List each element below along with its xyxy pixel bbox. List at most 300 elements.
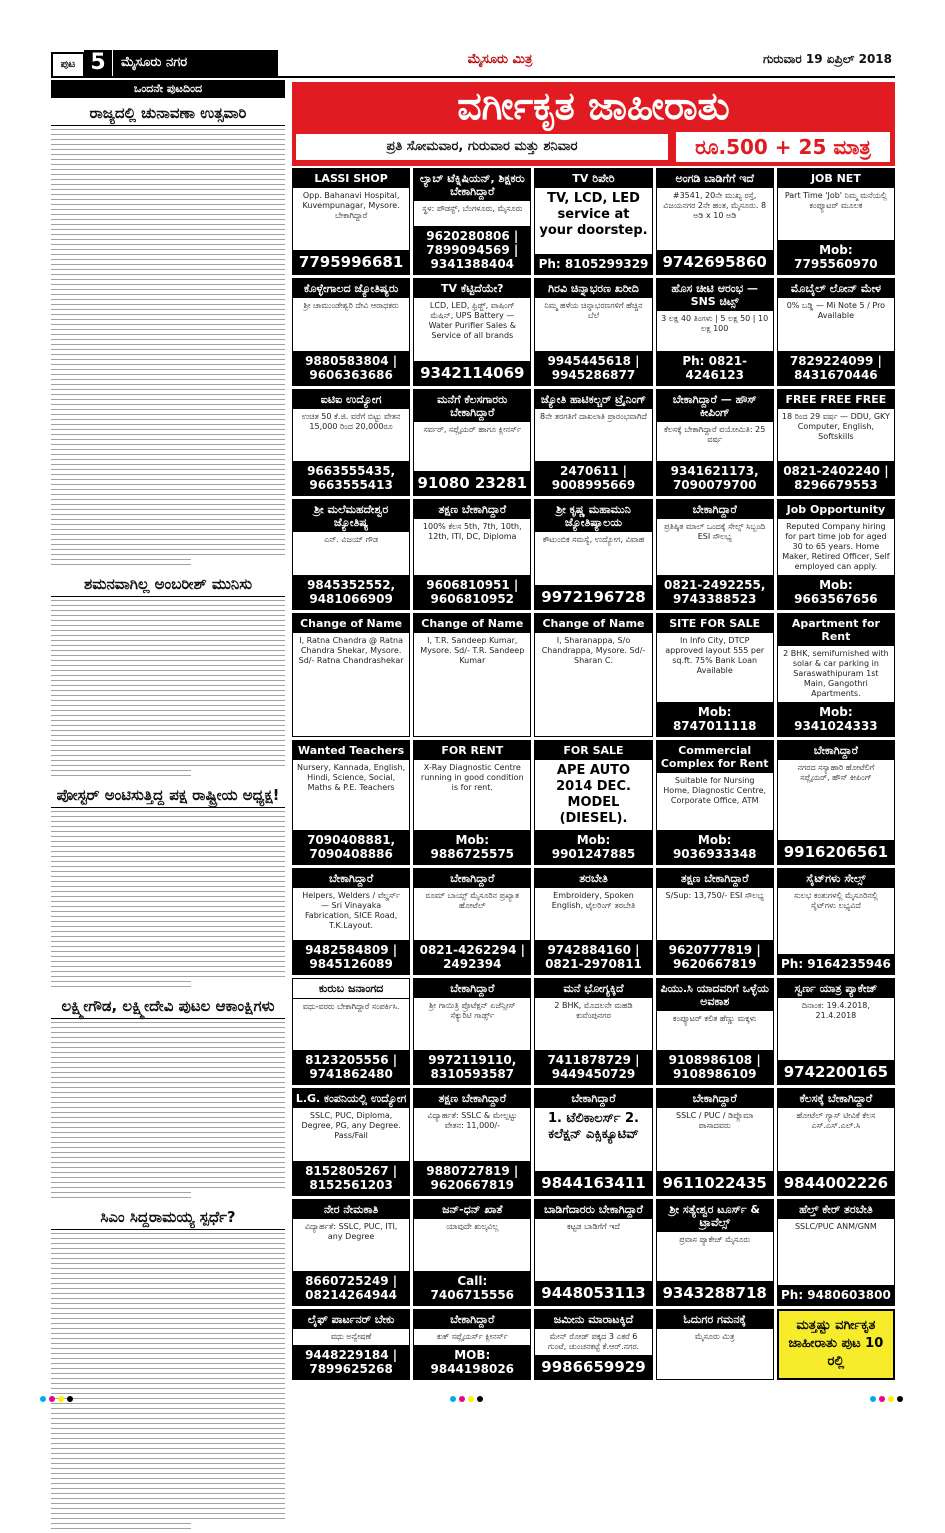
classified-ad <box>534 868 652 975</box>
article-headline: ಪೋಸ್ಟರ್ ಅಂಟಿಸುತ್ತಿದ್ದ ಪಕ್ಷ ರಾಷ್ಟ್ರೀಯ ಅಧ್ಯಕ್ಷ! <box>51 783 285 808</box>
text-line <box>51 429 285 439</box>
ad-phone-number: 0821-4262294 | 2492394 <box>414 940 530 974</box>
ad-phone-number: 9108986108 | 9108986109 <box>657 1050 773 1084</box>
classified-ad <box>656 1309 774 1380</box>
ad-heading: ಲ್ಯಾಬ್ ಟೆಕ್ನಿಷಿಯನ್, ಶಿಕ್ಷಕರು ಬೇಕಾಗಿದ್ದಾರೆ <box>414 169 530 201</box>
ad-heading: ತಕ್ಷಣ ಬೇಕಾಗಿದ್ದಾರೆ <box>414 1089 530 1108</box>
text-line <box>51 881 285 891</box>
cyan-dot <box>450 1396 456 1402</box>
ad-body: Nursery, Kannada, English, Hindi, Science, Social, Maths & P.E. Teachers <box>297 762 406 792</box>
ad-heading: ಸೈಟ್‌ಗಳು ಸೇಲ್ಸ್ <box>778 869 894 888</box>
text-line <box>51 600 285 610</box>
article-body-text <box>51 129 285 569</box>
ad-phone-number: 7411878729 | 9449450729 <box>535 1050 651 1084</box>
text-line <box>51 1283 285 1293</box>
classified-ad <box>534 1199 652 1306</box>
text-line <box>51 189 285 199</box>
classified-ad <box>534 499 652 610</box>
text-line <box>51 549 285 559</box>
classified-ad <box>413 389 531 496</box>
classified-ad <box>413 613 531 737</box>
text-line <box>51 1333 285 1343</box>
text-line <box>51 861 285 871</box>
ad-heading: ಪಿಯು.ಸಿ ಯಾದವರಿಗೆ ಒಳ್ಳೆಯ ಅವಕಾಶ <box>657 979 773 1011</box>
text-line <box>51 169 285 179</box>
ad-body: 18 ರಿಂದ 29 ವರ್ಷ — DDU, GKY Computer, English, Softskills <box>781 411 890 441</box>
ad-heading: ತಕ್ಷಣ ಬೇಕಾಗಿದ್ದಾರೆ <box>657 869 773 888</box>
classified-ad <box>413 1309 531 1380</box>
ad-phone-number: Mob: 9901247885 <box>535 830 651 864</box>
ad-phone-number: Mob: 7795560970 <box>778 240 894 274</box>
ad-body: ಮತ್ತಷ್ಟು ವರ್ಗೀಕೃತ ಜಾಹೀರಾತು ಪುಟ 10 ರಲ್ಲಿ <box>788 1318 884 1370</box>
text-line <box>51 539 285 549</box>
ad-body: Opp. Bahanavi Hospital, Kuvempunagar, Mysore. ಬೇಕಾಗಿದ್ದಾರೆ <box>302 191 400 220</box>
text-line <box>51 209 285 219</box>
ad-heading: ಮೊಬೈಲ್ ಲೋನ್ ಮೇಳ <box>778 279 894 298</box>
ad-body: ವಿದ್ಯಾರ್ಹತೆ: SSLC & ಮೇಲ್ಪಟ್ಟು ವೇತನ: 11,000/- <box>427 1111 518 1131</box>
text-line <box>51 199 285 209</box>
text-line <box>51 1293 285 1303</box>
text-line <box>51 981 191 991</box>
classified-ad <box>292 278 410 385</box>
ad-heading: Change of Name <box>414 614 530 633</box>
classified-ad <box>413 868 531 975</box>
text-line <box>51 1052 285 1062</box>
classified-ad <box>656 978 774 1085</box>
ad-phone-number: 8123205556 | 9741862480 <box>293 1050 409 1084</box>
classified-ad <box>292 389 410 496</box>
article-body-text <box>51 1233 285 1533</box>
classified-ad <box>656 389 774 496</box>
ad-heading: Commercial Complex for Rent <box>657 741 773 773</box>
text-line <box>51 1483 285 1493</box>
text-line <box>51 1132 285 1142</box>
ad-body: ನಗರದ ಸಸ್ಯಾಹಾರಿ ಹೋಟೆಲಿಗೆ ಸಪ್ಲೈಯರ್, ಹೌಸ್ ಕೀಪಿಂಗ್ <box>797 762 875 782</box>
text-line <box>51 700 285 710</box>
ad-phone-number: 9611022435 <box>657 1171 773 1195</box>
ad-body: Helpers, Welders / ವೆಲ್ಡರ್ಸ್ — Sri Vinayaka Fabrication, SICE Road, T.K.Layout. <box>302 890 400 930</box>
text-line <box>51 1273 285 1283</box>
ad-body: I, Ratna Chandra @ Ratna Chandra Shekar, Mysore. Sd/- Ratna Chandrashekar <box>298 635 404 665</box>
ad-phone-number: 9972119110, 8310593587 <box>414 1050 530 1084</box>
text-line <box>51 299 285 309</box>
classified-ad <box>292 499 410 610</box>
classified-ad <box>292 1309 410 1380</box>
ad-heading: ಲೈಫ್ ಪಾರ್ಟನರ್ ಬೇಕು <box>293 1310 409 1329</box>
black-dot <box>67 1396 73 1402</box>
ad-heading: FOR RENT <box>414 741 530 760</box>
text-line <box>51 499 285 509</box>
text-line <box>51 1162 285 1172</box>
text-line <box>51 1353 285 1363</box>
text-line <box>51 399 285 409</box>
ad-body: ಕುಕ್ ಸಪ್ಲೈಯರ್ಸ್ ಕ್ಲೀನರ್ಸ್ <box>436 1331 508 1341</box>
text-line <box>51 219 285 229</box>
ad-phone-number: Mob: 9341024333 <box>778 702 894 736</box>
classified-ad <box>292 168 410 275</box>
ad-body: 3 ಲಕ್ಷ 40 ತಿಂಗಳು | 5 ಲಕ್ಷ 50 | 10 ಲಕ್ಷ 100 <box>661 314 769 334</box>
text-line <box>51 871 285 881</box>
ad-heading: ಬೇಕಾಗಿದ್ದಾರೆ <box>657 500 773 519</box>
text-line <box>51 1413 285 1423</box>
text-line <box>51 1433 285 1443</box>
ad-heading: ಜಮೀನು ಮಾರಾಟಕ್ಕಿದೆ <box>535 1310 651 1329</box>
ad-heading: FREE FREE FREE <box>778 390 894 409</box>
ad-body: ವಧು ಅನ್ವೇಷಣೆ <box>330 1331 372 1341</box>
ad-body: 2 BHK, semifurnished with solar & car parking in Saraswathipuram 1st Main, Gangothri Apartments. <box>783 648 889 698</box>
ad-body: ಹೋಟೆಲ್ ಗ್ಯಾಸ್ ಟೀವಿಕೆ ಕೆಲಸ ಎಸ್.ಎಸ್.ಎಲ್.ಸಿ <box>796 1111 876 1131</box>
banner-price: ರೂ.500 + 25 ಮಾತ್ರ <box>676 132 890 162</box>
ad-phone-number: 9342114069 <box>414 361 530 385</box>
ad-body: ಯಾವುದೇ ಶುಲ್ಕವಿಲ್ಲ <box>446 1221 499 1231</box>
classified-ad <box>777 1199 895 1306</box>
text-line <box>51 1062 285 1072</box>
page-number: 5 <box>84 50 112 76</box>
ad-body: X-Ray Diagnostic Centre running in good condition is for rent. <box>420 762 524 792</box>
text-line <box>51 1072 285 1082</box>
black-dot <box>897 1396 903 1402</box>
ad-body: 2 BHK, ಮೊದಲನೇ ಮಹಡಿ ಕುವೆಂಪುನಗರ <box>554 1001 633 1021</box>
ad-phone-number: 9448053113 <box>535 1281 651 1305</box>
ad-heading: ಕುರುಬ ಜನಾಂಗದ <box>293 979 409 999</box>
classified-ad <box>534 168 652 275</box>
ad-heading: Change of Name <box>293 614 409 633</box>
ad-phone-number: 9742695860 <box>657 250 773 274</box>
ad-phone-number: 9620777819 | 9620667819 <box>657 940 773 974</box>
classified-ad <box>656 278 774 385</box>
ad-phone-number: MOB: 9844198026 <box>414 1345 530 1379</box>
ad-body: #3541, 20ನೇ ಮುಖ್ಯ ರಸ್ತೆ, ವಿಜಯನಗರ 2ನೇ ಹಂತ, ಮೈಸೂರು. 8 ಅಡಿ x 10 ಅಡಿ <box>663 191 767 220</box>
ad-phone-number: 0821-2402240 | 8296679553 <box>778 461 894 495</box>
classified-ad <box>534 389 652 496</box>
ad-phone-number: 7090408881, 7090408886 <box>293 830 409 864</box>
issue-date: ಗುರುವಾರ 19 ಏಪ್ರಿಲ್ 2018 <box>762 52 892 66</box>
text-line <box>51 831 285 841</box>
ad-heading: LASSI SHOP <box>293 169 409 188</box>
text-line <box>51 931 285 941</box>
ad-heading: ಶ್ರೀ ಸತ್ಯೇಶ್ವರ ಟೂರ್ಸ್ & ಟ್ರಾವೆಲ್ಸ್ <box>657 1200 773 1232</box>
text-line <box>51 279 285 289</box>
text-line <box>51 409 285 419</box>
text-line <box>51 1182 285 1192</box>
yellow-dot <box>58 1396 64 1402</box>
ad-body: TV, LCD, LED service at your doorstep. <box>539 191 648 238</box>
text-line <box>51 1233 285 1243</box>
text-line <box>51 630 285 640</box>
magenta-dot <box>49 1396 55 1402</box>
text-line <box>51 1373 285 1383</box>
text-line <box>51 419 285 429</box>
ad-body: 0% ಬಡ್ಡಿ — Mi Note 5 / Pro Available <box>786 301 886 321</box>
masthead-logo: ಮೈಸೂರು ಮಿತ್ರ <box>467 52 533 67</box>
text-line <box>51 329 285 339</box>
text-line <box>51 821 285 831</box>
ad-phone-number: 9844002226 <box>778 1171 894 1195</box>
cyan-dot <box>870 1396 876 1402</box>
ad-heading: ಸ್ವರ್ಣ ಯಾತ್ರ ಪ್ಯಾಕೇಜ್ <box>778 979 894 998</box>
ad-phone-number: 9880583804 | 9606363686 <box>293 351 409 385</box>
article-headline: ರಾಜ್ಯದಲ್ಲಿ ಚುನಾವಣಾ ಉತ್ಸವಾರಿ <box>51 101 285 126</box>
text-line <box>51 369 285 379</box>
classified-ad <box>656 740 774 865</box>
text-line <box>51 1343 285 1353</box>
classified-ad <box>777 868 895 975</box>
text-line <box>51 941 285 951</box>
text-line <box>51 1253 285 1263</box>
ad-phone-number: 9945445618 | 9945286877 <box>535 351 651 385</box>
ad-body: SSLC / PUC / ಡಿಪ್ಲೊಮಾ ಪಾಸಾದವರು <box>676 1111 754 1131</box>
text-line <box>51 449 285 459</box>
ad-heading: Wanted Teachers <box>293 741 409 760</box>
text-line <box>51 1423 285 1433</box>
text-line <box>51 349 285 359</box>
ad-body: ಸರ್ವರ್, ಸಪ್ಲೈಯರ್ ಹಾಗೂ ಕ್ಲೀನರ್ಸ್ <box>423 424 522 434</box>
ad-phone-number: Ph: 0821-4246123 <box>657 351 773 385</box>
text-line <box>51 851 285 861</box>
yellow-dot <box>468 1396 474 1402</box>
text-line <box>51 770 191 780</box>
ad-phone-number: 9448229184 | 7899625268 <box>293 1345 409 1379</box>
ad-heading: ತರಬೇತಿ <box>535 869 651 888</box>
ad-heading: ಮನೆ ಭೋಗ್ಯಕ್ಕಿದೆ <box>535 979 651 998</box>
ad-heading: Change of Name <box>535 614 651 633</box>
classified-ad <box>413 978 531 1085</box>
ad-phone-number: 9986659929 <box>535 1355 651 1379</box>
ad-phone-number: Mob: 9663567656 <box>778 575 894 609</box>
ad-heading: ಶ್ರೀ ಮಲೆಮಹದೇಶ್ವರ ಜ್ಯೋತಿಷ್ಯ <box>293 500 409 532</box>
article-list <box>51 101 285 1533</box>
text-line <box>51 339 285 349</box>
text-line <box>51 720 285 730</box>
ad-body: In Info City, DTCP approved layout 555 per sq.ft. 75% Bank Loan Available <box>665 635 765 675</box>
page-header <box>0 0 945 78</box>
ad-heading: Job Opportunity <box>778 500 894 519</box>
ad-body: Reputed Company hiring for part time job for aged 30 to 65 years. Home Maker, Retired Officer, Self employed can apply. <box>782 521 890 571</box>
ad-heading: ತಕ್ಷಣ ಬೇಕಾಗಿದ್ದಾರೆ <box>414 500 530 519</box>
text-line <box>51 1503 285 1513</box>
ad-body: ಉಚಿತ 50 ಕೆ.ಜಿ. ವರೆಗೆ ಬಿಟ್ಟು ವೇತನ 15,000 ರಿಂದ 20,000ರೂ <box>301 411 401 431</box>
text-line <box>51 1403 285 1413</box>
text-line <box>51 269 285 279</box>
ad-body: ಸುಲಭ ಕಂತುಗಳಲ್ಲಿ ಮೈಸೂರಿನಲ್ಲಿ ಸೈಟ್‌ಗಳು ಲಭ್ಯವಿದೆ <box>793 890 878 910</box>
text-line <box>51 309 285 319</box>
classified-ad <box>656 1199 774 1306</box>
ad-body: APE AUTO 2014 DEC. MODEL (DIESEL). <box>556 762 631 826</box>
classified-ad <box>534 613 652 737</box>
classified-ad <box>777 389 895 496</box>
ad-phone-number: 9341621173, 7090079700 <box>657 461 773 495</box>
magenta-dot <box>879 1396 885 1402</box>
ad-body: 100% ಕೆಲಸ 5th, 7th, 10th, 12th, ITI, DC, Diploma <box>422 521 522 541</box>
continued-kicker: ಒಂದನೇ ಪುಟದಿಂದ <box>51 80 285 98</box>
text-line <box>51 971 285 981</box>
text-line <box>51 1453 285 1463</box>
text-line <box>51 660 285 670</box>
classified-ad <box>656 499 774 610</box>
ad-phone-number: 9916206561 <box>778 840 894 864</box>
classified-ad <box>777 740 895 865</box>
text-line <box>51 559 191 569</box>
ad-heading: ಮನೆಗೆ ಕೆಲಸಗಾರರು ಬೇಕಾಗಿದ್ದಾರೆ <box>414 390 530 422</box>
text-line <box>51 239 285 249</box>
ad-phone-number: 9606810951 | 9606810952 <box>414 575 530 609</box>
ad-heading: ಜನ್-ಧನ್ ಖಾತೆ <box>414 1200 530 1219</box>
classified-ad <box>413 168 531 275</box>
classified-ad <box>656 868 774 975</box>
ad-body: Embroidery, Spoken English, ಟೈಲರಿಂಗ್ ತರಬೇತಿ <box>551 890 636 910</box>
text-line <box>51 670 285 680</box>
text-line <box>51 319 285 329</box>
ad-heading: Apartment for Rent <box>778 614 894 646</box>
registration-marks-right <box>870 1396 903 1406</box>
ad-heading: L.G. ಕಂಪನಿಯಲ್ಲಿ ಉದ್ಯೋಗ <box>293 1089 409 1108</box>
ad-phone-number: 2470611 | 9008995669 <box>535 461 651 495</box>
text-line <box>51 841 285 851</box>
ad-heading: ಬಾಡಿಗೆದಾರರು ಬೇಕಾಗಿದ್ದಾರೆ <box>535 1200 651 1219</box>
text-line <box>51 359 285 369</box>
classified-ad <box>292 613 410 737</box>
news-column <box>51 80 285 1380</box>
text-line <box>51 1152 285 1162</box>
yellow-dot <box>888 1396 894 1402</box>
ad-phone-number: 9844163411 <box>535 1171 651 1195</box>
text-line <box>51 1383 285 1393</box>
text-line <box>51 1393 285 1403</box>
text-line <box>51 951 285 961</box>
ad-body: Suitable for Nursing Home, Diagnostic Centre, Corporate Office, ATM <box>663 775 767 805</box>
text-line <box>51 509 285 519</box>
text-line <box>51 680 285 690</box>
ad-heading: ಬೇಕಾಗಿದ್ದಾರೆ <box>414 979 530 998</box>
classified-ad <box>534 278 652 385</box>
text-line <box>51 469 285 479</box>
text-line <box>51 1082 285 1092</box>
ad-phone-number: 9482584809 | 9845126089 <box>293 940 409 974</box>
ad-phone-number: 8152805267 | 8152561203 <box>293 1161 409 1195</box>
ad-body: ಸ್ಥಳ: ಪೌಡಸ್ಟ್‌, ಬೆಂಗಳೂರು, ಮೈಸೂರು <box>422 204 523 213</box>
ad-body: ರೂಮ್ ಬಾಯ್ಸ್ ಮೈಸೂರಿನ ಪ್ರಖ್ಯಾತ ಹೋಟೆಲ್ <box>425 890 520 910</box>
ad-phone-number: 7795996681 <box>293 250 409 274</box>
ad-heading: ಬೇಕಾಗಿದ್ದಾರೆ <box>778 741 894 760</box>
text-line <box>51 1032 285 1042</box>
ad-phone-number: Mob: 9886725575 <box>414 830 530 864</box>
ad-phone-number: 9343288718 <box>657 1281 773 1305</box>
text-line <box>51 1523 191 1533</box>
text-line <box>51 1022 285 1032</box>
article-body-text <box>51 1022 285 1202</box>
text-line <box>51 1192 191 1202</box>
text-line <box>51 811 285 821</box>
classified-ad <box>534 1088 652 1195</box>
text-line <box>51 529 285 539</box>
text-line <box>51 129 285 139</box>
text-line <box>51 750 285 760</box>
classified-ad <box>656 613 774 737</box>
text-line <box>51 439 285 449</box>
text-line <box>51 961 285 971</box>
text-line <box>51 229 285 239</box>
classified-ad <box>292 868 410 975</box>
text-line <box>51 1142 285 1152</box>
article-headline: ಶಮನವಾಗಿಲ್ಲ ಅಂಬರೀಶ್ ಮುನಿಸು <box>51 572 285 597</box>
ad-phone-number: 9742200165 <box>778 1060 894 1084</box>
ad-phone-number: 91080 23281 <box>414 471 530 495</box>
ad-heading: ಜ್ಯೋತಿ ಹಾಟಿಕಲ್ಚರ್ ಟ್ರೈನಿಂಗ್ <box>535 390 651 409</box>
ad-body: I, T.R. Sandeep Kumar, Mysore. Sd/- T.R. Sandeep Kumar <box>420 635 525 665</box>
text-line <box>51 139 285 149</box>
ad-heading: JOB NET <box>778 169 894 188</box>
ad-phone-number: Ph: 9480603800 <box>778 1285 894 1305</box>
article-body-text <box>51 811 285 991</box>
text-line <box>51 1463 285 1473</box>
text-line <box>51 620 285 630</box>
text-line <box>51 1263 285 1273</box>
text-line <box>51 459 285 469</box>
text-line <box>51 1443 285 1453</box>
text-line <box>51 901 285 911</box>
ad-heading: ಹೆಲ್ತ್ ಕೇರ್ ತರಬೇತಿ <box>778 1200 894 1219</box>
classified-ad <box>777 978 895 1085</box>
text-line <box>51 1313 285 1323</box>
text-line <box>51 1122 285 1132</box>
text-line <box>51 249 285 259</box>
classified-ads-grid <box>292 168 895 1380</box>
ad-body: ಮೇನ್ ರೋಡ್ ಪಕ್ಕದ 3 ಎಕರೆ 6 ಗುಂಟೆ, ಚುಂಚನಕಟ್ಟೆ ಕೆ.ಆರ್.ನಗರ. <box>547 1331 640 1351</box>
ad-body: ವಧು-ವರರು ಬೇಕಾಗಿದ್ದಾರೆ ಸಂಪರ್ಕಿಸಿ. <box>302 1002 400 1012</box>
ad-phone-number: 0821-2492255, 9743388523 <box>657 575 773 609</box>
ad-phone-number: 8660725249 | 08214264944 <box>293 1271 409 1305</box>
text-line <box>51 710 285 720</box>
classified-ad <box>777 1088 895 1195</box>
text-line <box>51 650 285 660</box>
ad-phone-number: 9880727819 | 9620667819 <box>414 1161 530 1195</box>
text-line <box>51 1323 285 1333</box>
text-line <box>51 389 285 399</box>
classified-ad <box>656 168 774 275</box>
text-line <box>51 519 285 529</box>
ad-body: Part Time 'Job' ನಿಮ್ಮ ಮನೆಯಲ್ಲಿ ಕಂಪ್ಯೂಟರ್ ಮೂಲಕ <box>784 191 887 210</box>
ad-phone-number: Mob: 9036933348 <box>657 830 773 864</box>
text-line <box>51 1363 285 1373</box>
ad-heading: ಓದುಗರ ಗಮನಕ್ಕೆ <box>657 1310 773 1329</box>
ad-phone-number: 9972196728 <box>535 585 651 609</box>
ad-heading: ಬೇಕಾಗಿದ್ದಾರೆ <box>657 1089 773 1108</box>
classified-ad <box>413 1088 531 1195</box>
ad-body: 1. ಟೆಲಿಕಾಲರ್ಸ್ 2. ಕಲೆಕ್ಷನ್ ಎಕ್ಸಿಕ್ಯೂಟಿವ್ <box>547 1111 640 1143</box>
ad-phone-number: 9742884160 | 0821-2970811 <box>535 940 651 974</box>
classified-ad <box>534 1309 652 1380</box>
ad-heading: ಹೊಸ ಚೀಟಿ ಆರಂಭ — SNS ಚಿಟ್ಸ್ <box>657 279 773 311</box>
text-line <box>51 149 285 159</box>
ad-heading: ಕೊಳ್ಳೇಗಾಲದ ಜ್ಯೋತಿಷ್ಯರು <box>293 279 409 298</box>
registration-marks-left <box>40 1396 73 1406</box>
page-tag: ಪುಟ <box>51 52 85 78</box>
text-line <box>51 610 285 620</box>
text-line <box>51 289 285 299</box>
ad-body: ವಿದ್ಯಾರ್ಹತೆ: SSLC, PUC, ITI, any Degree <box>304 1221 398 1241</box>
ad-phone-number: Ph: 9164235946 <box>778 954 894 974</box>
ad-heading: ಬೇಕಾಗಿದ್ದಾರೆ <box>293 869 409 888</box>
classified-ad <box>777 168 895 275</box>
classified-ad <box>413 1199 531 1306</box>
classified-ad <box>534 978 652 1085</box>
classified-ad <box>777 278 895 385</box>
classified-ad <box>777 499 895 610</box>
ad-heading: ಬೇಕಾಗಿದ್ದಾರೆ <box>535 1089 651 1108</box>
text-line <box>51 1042 285 1052</box>
ad-phone-number: Call: 7406715556 <box>414 1271 530 1305</box>
ad-heading: ಗಿರವಿ ಚಿನ್ನಾಭರಣ ಖರೀದಿ <box>535 279 651 298</box>
